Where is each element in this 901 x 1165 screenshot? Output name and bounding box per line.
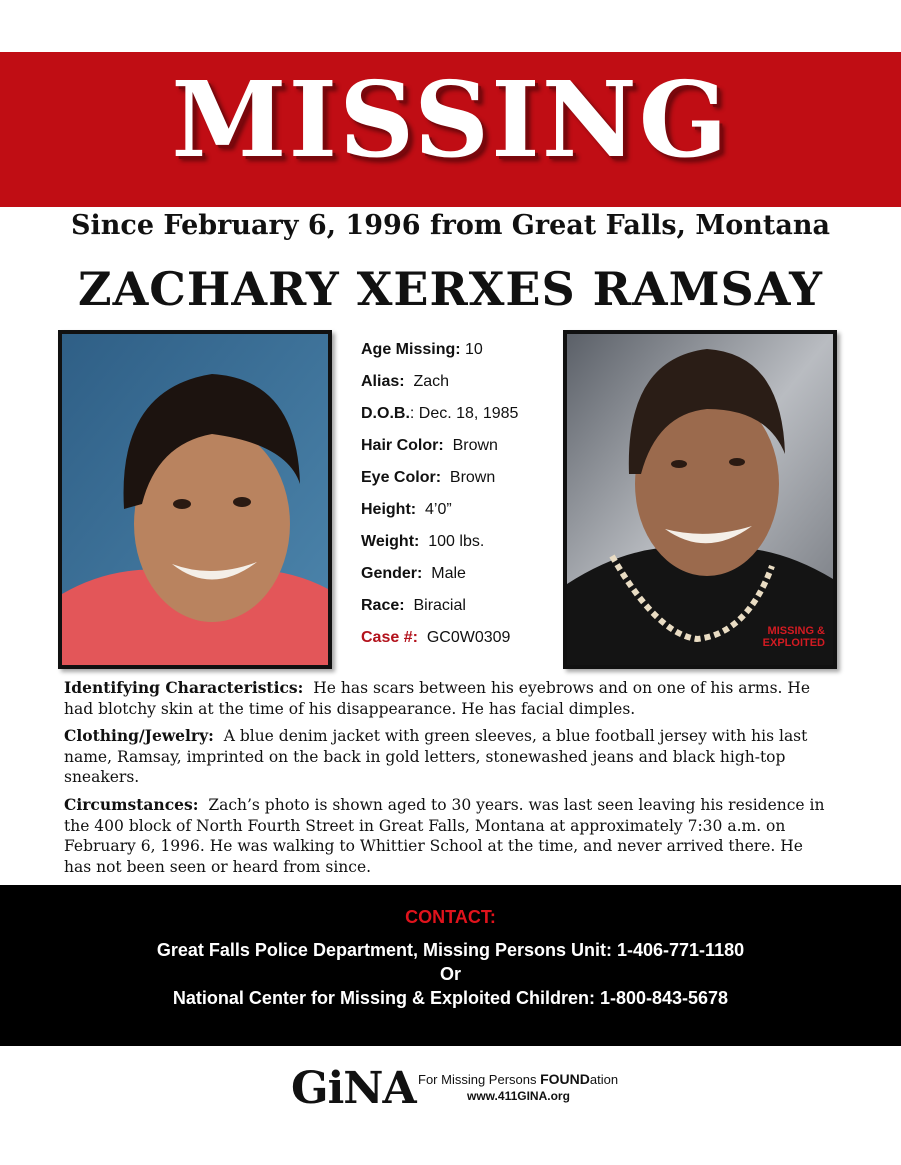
gina-logo-wordmark: GiNA — [291, 1063, 416, 1114]
stat-eye-color: Eye Color: Brown — [361, 469, 496, 486]
identifying-characteristics: Identifying Characteristics: He has scars between his eyebrows and on one of his arms. He had blotchy skin at the time of his disappearance. He has facial dimples. — [64, 678, 811, 718]
contact-ncmec-line: National Center for Missing & Exploited Children: 1-800-843-5678 — [172, 988, 729, 1008]
gina-tagline: For Missing Persons FOUNDation — [418, 1071, 619, 1087]
stat-case-number: Case #: GC0W0309 — [361, 629, 511, 646]
stat-alias: Alias: Zach — [361, 373, 450, 390]
stat-gender: Gender: Male — [361, 565, 466, 582]
banner-title: MISSING — [171, 58, 730, 181]
stat-hair-color: Hair Color: Brown — [361, 437, 498, 454]
contact-heading: CONTACT: — [405, 907, 496, 927]
age-progressed-photo — [563, 330, 837, 669]
circumstances: Circumstances: Zach’s photo is shown aged to 30 years. was last seen leaving his residence in the 400 block of North Fourth Street in Great Falls, Montana at approximately 7:30 a.m. on February 6, 1996. He was walking to Whittier School at the time, and never arrived there. He has not been seen or heard from since. — [64, 795, 825, 876]
gina-logo — [291, 1063, 631, 1114]
stat-dob: D.O.B.: Dec. 18, 1985 — [361, 405, 519, 422]
personal-details-list — [361, 337, 561, 657]
stat-weight: Weight: 100 lbs. — [361, 533, 485, 550]
childhood-photo — [58, 330, 332, 669]
stat-race: Race: Biracial — [361, 597, 466, 614]
gina-website-url: www.411GINA.org — [467, 1089, 570, 1103]
contact-panel — [0, 885, 901, 1046]
contact-or-line: Or — [439, 964, 461, 984]
ncmec-watermark-bottom: EXPLOITED — [762, 637, 825, 649]
missing-since-subtitle: Since February 6, 1996 from Great Falls, Montana — [71, 210, 830, 241]
contact-police-line: Great Falls Police Department, Missing Persons Unit: 1-406-771-1180 — [156, 940, 745, 960]
stat-age-missing: Age Missing: 10 — [361, 341, 483, 358]
missing-person-name: ZACHARY XERXES RAMSAY — [78, 262, 823, 316]
stat-height: Height: 4’0” — [361, 501, 452, 518]
ncmec-watermark-top: MISSING & — [767, 625, 825, 637]
clothing-jewelry: Clothing/Jewelry: A blue denim jacket with green sleeves, a blue football jersey with his last name, Ramsay, imprinted on the back in gold letters, stonewashed jeans and black high-top sneakers. — [64, 726, 808, 786]
